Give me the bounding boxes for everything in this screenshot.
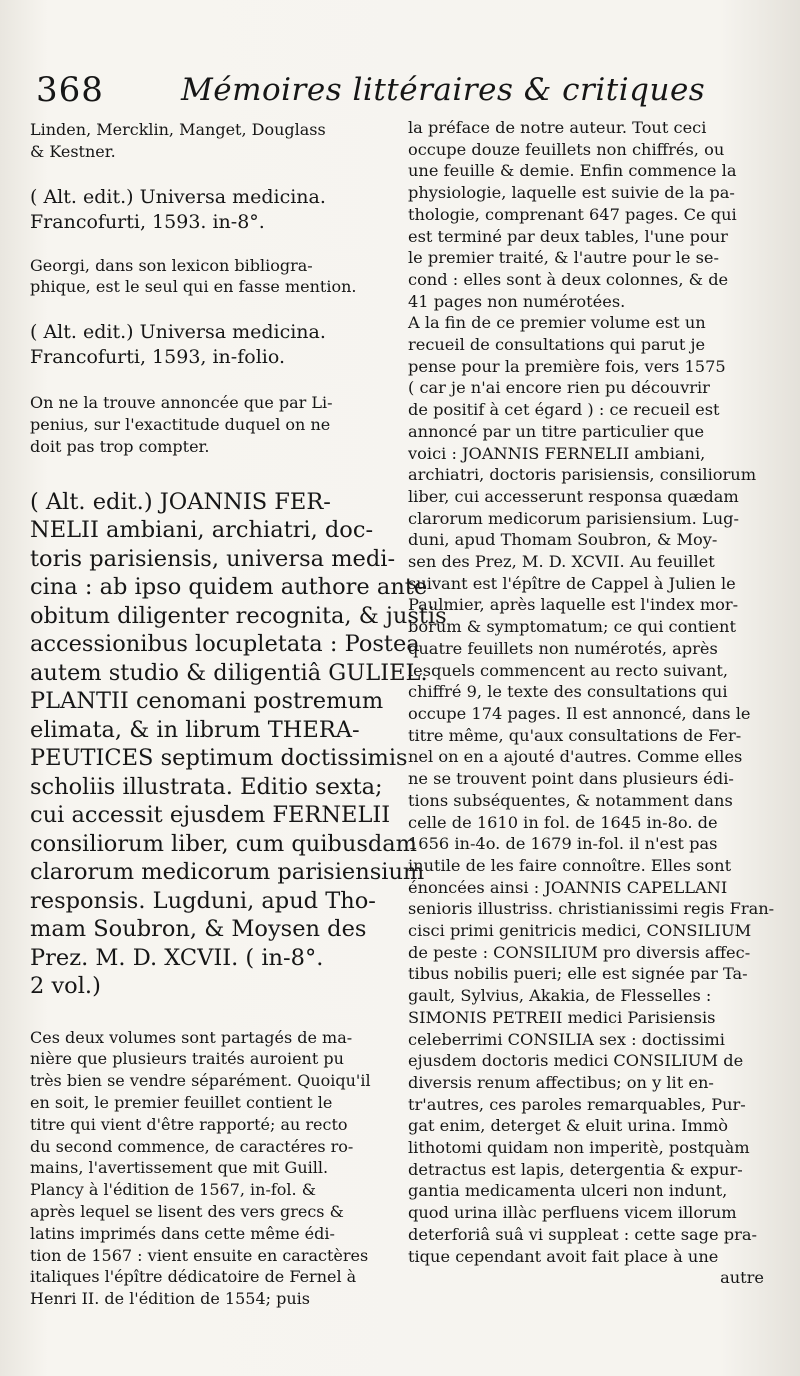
text-line: inutile de les faire connoître. Elles sont xyxy=(408,855,732,875)
text-line: gantia medicamenta ulceri non indunt, xyxy=(408,1181,728,1201)
text-line: deterforiâ suâ vi suppleat : cette sage pra- xyxy=(408,1224,757,1244)
page-header xyxy=(36,70,776,120)
text-line: nel on en a ajouté d'autres. Comme elles xyxy=(408,747,743,767)
text-line: consiliorum liber, cum quibusdam xyxy=(30,830,418,857)
text-line: de peste : CONSILIUM pro diversis affec- xyxy=(408,942,751,962)
text-line: ejusdem doctoris medici CONSILIUM de xyxy=(408,1051,744,1071)
text-line: clarorum medicorum parisiensium xyxy=(30,859,425,886)
text-line: toris parisiensis, universa medi- xyxy=(30,545,396,572)
text-line: celeberrimi CONSILIA sex : doctissimi xyxy=(408,1029,725,1049)
text-line: Henri II. de l'édition de 1554; puis xyxy=(30,1289,310,1309)
text-line: Plancy à l'édition de 1567, in-fol. & xyxy=(30,1180,316,1200)
text-line: scholiis illustrata. Editio sexta; xyxy=(30,773,383,800)
text-line: detractus est lapis, detergentia & expur- xyxy=(408,1159,743,1179)
text-line: tibus nobilis pueri; elle est signée par Ta- xyxy=(408,964,748,984)
text-line: tions subséquentes, & notamment dans xyxy=(408,790,733,810)
text-line: obitum diligenter recognita, & justis xyxy=(30,602,447,629)
text-line: annoncé par un titre particulier que xyxy=(408,421,705,441)
text-line: nière que plusieurs traités auroient pu xyxy=(30,1049,344,1069)
entry-universa-medicina-folio xyxy=(30,320,392,370)
text-line: pense pour la première fois, vers 1575 xyxy=(408,356,726,376)
text-line: tr'autres, ces paroles remarquables, Pur- xyxy=(408,1094,746,1114)
right-column xyxy=(408,117,775,1289)
running-title: Mémoires littéraires & critiques xyxy=(181,72,706,108)
text-line: celle de 1610 in fol. de 1645 in-8o. de xyxy=(408,812,718,832)
text-line: lesquels commencent au recto suivant, xyxy=(408,660,729,680)
text-line: occupe douze feuillets non chiffrés, ou xyxy=(408,139,725,159)
page-number: 368 xyxy=(36,70,104,110)
entry-fernel-1597 xyxy=(30,488,447,1001)
text-line: 1656 in-4o. de 1679 in-fol. il n'est pas xyxy=(408,834,718,854)
text-line: très bien se vendre séparément. Quoiqu'il xyxy=(30,1071,371,1091)
catchword: autre xyxy=(720,1268,764,1288)
text-line: PEUTICES septimum doctissimis xyxy=(30,745,408,772)
text-line: lithotomi quidam non imperitè, postquàm xyxy=(408,1138,750,1158)
text-line: occupe 174 pages. Il est annoncé, dans le xyxy=(408,703,751,723)
text-line: du second commence, de caractéres ro- xyxy=(30,1136,354,1156)
text-line: tion de 1567 : vient ensuite en caractères xyxy=(30,1245,369,1265)
text-line: recueil de consultations qui parut je xyxy=(408,335,706,355)
text-line: ( Alt. edit.) Universa medicina. xyxy=(30,185,326,208)
text-line: archiatri, doctoris parisiensis, consiliorum xyxy=(408,465,757,485)
text-line: sen des Prez, M. D. XCVII. Au feuillet xyxy=(408,552,715,572)
text-line: voici : JOANNIS FERNELII ambiani, xyxy=(408,443,706,463)
text-line: cina : ab ipso quidem authore ante xyxy=(30,574,428,601)
text-line: quod urina illàc perfluens vicem illorum xyxy=(408,1203,737,1223)
text-line: après lequel se lisent des vers grecs & xyxy=(30,1201,344,1221)
text-line: ( Alt. edit.) Universa medicina. xyxy=(30,321,326,344)
text-line: PLANTII cenomani postremum xyxy=(30,688,384,715)
text-line: en soit, le premier feuillet contient le xyxy=(30,1092,333,1112)
paragraph-georgi-note xyxy=(30,255,392,299)
paragraph-intro-names xyxy=(30,119,392,163)
text-line: mam Soubron, & Moysen des xyxy=(30,916,367,943)
text-line: cisci primi genitricis medici, CONSILIUM xyxy=(408,921,752,941)
text-line: Paulmier, après laquelle est l'index mor- xyxy=(408,595,739,615)
text-line: On ne la trouve annoncée que par Li- xyxy=(30,393,333,413)
text-line: 41 pages non numérotées. xyxy=(408,291,626,311)
text-line: titre qui vient d'être rapporté; au recto xyxy=(30,1114,348,1134)
text-line: Prez. M. D. XCVII. ( in-8°. xyxy=(30,944,324,971)
text-line: diversis renum affectibus; on y lit en- xyxy=(408,1072,714,1092)
text-line: tique cependant avoit fait place à une xyxy=(408,1246,719,1266)
text-line: Francofurti, 1593, in-folio. xyxy=(30,346,285,369)
text-line: ( Alt. edit.) JOANNIS FER- xyxy=(30,488,331,515)
paragraph-volume-description xyxy=(30,1027,392,1310)
paragraph-lipenius-note xyxy=(30,392,392,457)
text-line: 2 vol.) xyxy=(30,973,101,1000)
text-line: suivant est l'épître de Cappel à Julien le xyxy=(408,573,736,593)
text-line: mains, l'avertissement que mit Guill. xyxy=(30,1158,329,1178)
text-line: Linden, Mercklin, Manget, Douglass xyxy=(30,120,326,139)
text-line: ne se trouvent point dans plusieurs édi- xyxy=(408,769,734,789)
text-line: penius, sur l'exactitude duquel on ne xyxy=(30,414,331,434)
text-line: énoncées ainsi : JOANNIS CAPELLANI xyxy=(408,877,728,897)
text-line: est terminé par deux tables, l'une pour xyxy=(408,226,728,246)
left-column xyxy=(30,115,447,1310)
text-line: la préface de notre auteur. Tout ceci xyxy=(408,118,707,137)
text-line: responsis. Lugduni, apud Tho- xyxy=(30,887,376,914)
text-line: clarorum medicorum parisiensium. Lug- xyxy=(408,508,739,528)
text-line: chiffré 9, le texte des consultations qui xyxy=(408,682,728,702)
text-line: senioris illustriss. christianissimi regis Fran- xyxy=(408,899,775,919)
text-line: gat enim, deterget & eluit urina. Immò xyxy=(408,1116,728,1136)
entry-universa-medicina-8vo xyxy=(30,185,392,235)
text-line: Georgi, dans son lexicon bibliogra- xyxy=(30,255,313,275)
text-line: Francofurti, 1593. in-8°. xyxy=(30,210,265,233)
text-line: borum & symptomatum; ce qui contient xyxy=(408,617,736,637)
text-line: NELII ambiani, archiatri, doc- xyxy=(30,517,374,544)
text-line: ( car je n'ai encore rien pu découvrir xyxy=(408,378,710,398)
text-line: cond : elles sont à deux colonnes, & de xyxy=(408,269,729,289)
text-line: Ces deux volumes sont partagés de ma- xyxy=(30,1027,353,1047)
text-line: gault, Sylvius, Akakia, de Flesselles : xyxy=(408,986,712,1006)
text-line: elimata, & in librum THERA- xyxy=(30,716,360,743)
right-column-text xyxy=(408,117,775,1267)
text-line: SIMONIS PETREII medici Parisiensis xyxy=(408,1007,716,1027)
text-line: latins imprimés dans cette même édi- xyxy=(30,1223,335,1243)
text-line: le premier traité, & l'autre pour le se- xyxy=(408,248,719,268)
text-line: titre même, qu'aux consultations de Fer- xyxy=(408,725,742,745)
text-line: & Kestner. xyxy=(30,141,116,161)
text-line: quatre feuillets non numérotés, après xyxy=(408,638,718,658)
text-line: phique, est le seul qui en fasse mention. xyxy=(30,277,357,297)
text-line: physiologie, laquelle est suivie de la pa- xyxy=(408,183,735,203)
text-line: cui accessit ejusdem FERNELII xyxy=(30,802,391,829)
text-line: autem studio & diligentiâ GULIEL. xyxy=(30,659,428,686)
text-line: accessionibus locupletata : Postea xyxy=(30,631,420,658)
text-line: duni, apud Thomam Soubron, & Moy- xyxy=(408,530,718,550)
text-line: une feuille & demie. Enfin commence la xyxy=(408,161,737,181)
text-line: doit pas trop compter. xyxy=(30,436,210,456)
text-line: liber, cui accesserunt responsa quædam xyxy=(408,486,739,506)
text-line: de positif à cet égard ) : ce recueil est xyxy=(408,400,720,420)
text-line: A la fin de ce premier volume est un xyxy=(408,313,706,333)
text-line: thologie, comprenant 647 pages. Ce qui xyxy=(408,204,737,224)
text-line: italiques l'épître dédicatoire de Fernel à xyxy=(30,1267,357,1287)
